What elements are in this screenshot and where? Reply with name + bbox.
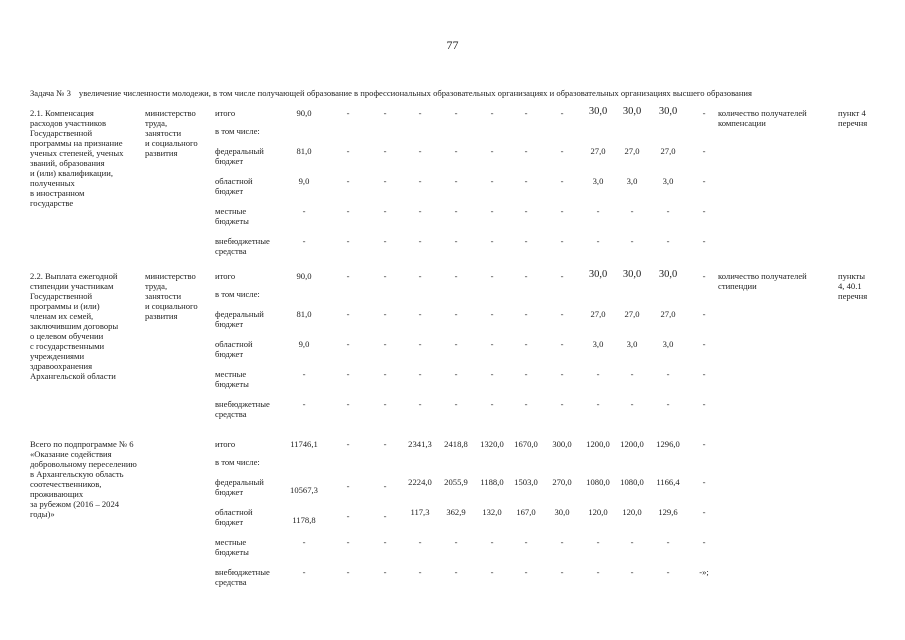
value-cell: - xyxy=(596,236,600,246)
value-cell: - xyxy=(630,567,634,577)
value-cell: - xyxy=(383,567,387,577)
value-cell: - xyxy=(560,537,564,547)
value-cell: - xyxy=(560,108,564,118)
value-cell: - xyxy=(454,146,458,156)
funding-source: в том числе: xyxy=(215,457,260,467)
value-cell: - xyxy=(702,339,706,349)
value-cell: - xyxy=(383,309,387,319)
value-cell: - xyxy=(383,481,387,491)
value-cell: 10567,3 xyxy=(290,485,318,495)
value-cell: - xyxy=(702,399,706,409)
value-cell: 3,0 xyxy=(626,176,638,186)
value-cell: 1670,0 xyxy=(514,439,538,449)
funding-source: федеральный бюджет xyxy=(215,477,264,497)
value-cell: - xyxy=(560,271,564,281)
value-cell: - xyxy=(560,399,564,409)
value-cell: - xyxy=(346,399,350,409)
value-cell: - xyxy=(418,369,422,379)
value-cell: - xyxy=(666,369,670,379)
value-cell: - xyxy=(560,176,564,186)
value-cell: 2055,9 xyxy=(444,477,468,487)
value-cell: 2341,3 xyxy=(408,439,432,449)
value-cell: - xyxy=(454,537,458,547)
value-cell: 1188,0 xyxy=(480,477,504,487)
value-cell: 9,0 xyxy=(298,176,310,186)
value-cell: - xyxy=(490,206,494,216)
value-cell: - xyxy=(524,399,528,409)
value-cell: 1200,0 xyxy=(620,439,644,449)
value-cell: - xyxy=(560,369,564,379)
value-cell: - xyxy=(702,507,706,517)
value-cell: 81,0 xyxy=(296,146,312,156)
reference: пункт 4 перечня xyxy=(838,108,868,128)
value-cell: - xyxy=(302,567,306,577)
value-cell: - xyxy=(383,206,387,216)
value-cell: - xyxy=(346,176,350,186)
value-cell: - xyxy=(596,369,600,379)
value-cell: - xyxy=(596,537,600,547)
value-cell: 1503,0 xyxy=(514,477,538,487)
value-cell: - xyxy=(490,146,494,156)
value-cell: - xyxy=(383,146,387,156)
value-cell: - xyxy=(383,176,387,186)
value-cell: - xyxy=(630,369,634,379)
value-cell: 132,0 xyxy=(482,507,502,517)
value-cell: 270,0 xyxy=(552,477,572,487)
value-cell: - xyxy=(454,567,458,577)
value-cell: - xyxy=(383,511,387,521)
value-cell: 30,0 xyxy=(588,106,608,117)
value-cell: - xyxy=(418,537,422,547)
value-cell: 1080,0 xyxy=(586,477,610,487)
value-cell: - xyxy=(702,477,706,487)
value-cell: - xyxy=(302,399,306,409)
value-cell: 30,0 xyxy=(622,269,642,280)
funding-source: местные бюджеты xyxy=(215,537,249,557)
value-cell: 3,0 xyxy=(592,339,604,349)
value-cell: - xyxy=(490,567,494,577)
task-label: Задача № 3 xyxy=(30,88,71,98)
funding-source: в том числе: xyxy=(215,289,260,299)
value-cell: - xyxy=(454,399,458,409)
value-cell: - xyxy=(454,309,458,319)
value-cell: - xyxy=(666,567,670,577)
value-cell: 3,0 xyxy=(662,339,674,349)
value-cell: 90,0 xyxy=(296,271,312,281)
value-cell: - xyxy=(346,309,350,319)
value-cell: - xyxy=(524,236,528,246)
value-cell: - xyxy=(418,146,422,156)
value-cell: - xyxy=(560,236,564,246)
value-cell: - xyxy=(418,567,422,577)
value-cell: - xyxy=(630,206,634,216)
value-cell: - xyxy=(383,108,387,118)
value-cell: - xyxy=(454,369,458,379)
value-cell: - xyxy=(418,206,422,216)
funding-source: внебюджетные средства xyxy=(215,236,270,256)
value-cell: - xyxy=(346,567,350,577)
value-cell: 27,0 xyxy=(624,309,640,319)
value-cell: - xyxy=(346,511,350,521)
value-cell: - xyxy=(383,271,387,281)
value-cell: - xyxy=(302,537,306,547)
value-cell: - xyxy=(454,108,458,118)
indicator: количество получателей стипендии xyxy=(718,271,807,291)
value-cell: - xyxy=(454,206,458,216)
value-cell: - xyxy=(524,271,528,281)
event-name: Всего по подпрограмме № 6 «Оказание содействия добровольному переселению в Архангельскую область соотечественников, проживающих за рубежом (2016 – 2024 годы)» xyxy=(30,439,137,519)
event-name: 2.1. Компенсация расходов участников Государственной программы на признание ученых степеней, ученых званий, образования и (или) квалификации, полученных в иностранном государстве xyxy=(30,108,124,208)
value-cell: - xyxy=(346,537,350,547)
value-cell: - xyxy=(383,537,387,547)
value-cell: 30,0 xyxy=(658,269,678,280)
executor: министерство труда, занятости и социального развития xyxy=(145,108,198,158)
value-cell: - xyxy=(383,339,387,349)
value-cell: - xyxy=(702,236,706,246)
value-cell: - xyxy=(702,206,706,216)
value-cell: 1178,8 xyxy=(292,515,316,525)
value-cell: 3,0 xyxy=(592,176,604,186)
value-cell: - xyxy=(524,176,528,186)
value-cell: - xyxy=(383,399,387,409)
value-cell: 117,3 xyxy=(410,507,430,517)
value-cell: - xyxy=(346,108,350,118)
value-cell: 27,0 xyxy=(660,309,676,319)
value-cell: 1200,0 xyxy=(586,439,610,449)
value-cell: 120,0 xyxy=(588,507,608,517)
value-cell: - xyxy=(666,206,670,216)
value-cell: - xyxy=(346,271,350,281)
value-cell: 30,0 xyxy=(588,269,608,280)
value-cell: - xyxy=(346,146,350,156)
value-cell: - xyxy=(560,206,564,216)
value-cell: - xyxy=(346,236,350,246)
value-cell: - xyxy=(383,369,387,379)
value-cell: - xyxy=(418,309,422,319)
value-cell: - xyxy=(524,567,528,577)
value-cell: - xyxy=(560,567,564,577)
value-cell: - xyxy=(630,399,634,409)
value-cell: 120,0 xyxy=(622,507,642,517)
funding-source: итого xyxy=(215,108,236,118)
funding-source: федеральный бюджет xyxy=(215,146,264,166)
value-cell: 1166,4 xyxy=(656,477,680,487)
value-cell: 27,0 xyxy=(590,309,606,319)
value-cell: 362,9 xyxy=(446,507,466,517)
indicator: количество получателей компенсации xyxy=(718,108,807,128)
value-cell: 30,0 xyxy=(658,106,678,117)
value-cell: - xyxy=(302,236,306,246)
value-cell: - xyxy=(702,108,706,118)
funding-source: местные бюджеты xyxy=(215,369,249,389)
value-cell: - xyxy=(490,309,494,319)
value-cell: - xyxy=(490,339,494,349)
funding-source: внебюджетные средства xyxy=(215,399,270,419)
value-cell: - xyxy=(418,399,422,409)
value-cell: 167,0 xyxy=(516,507,536,517)
value-cell: - xyxy=(702,146,706,156)
value-cell: - xyxy=(454,339,458,349)
value-cell: - xyxy=(490,399,494,409)
value-cell: 30,0 xyxy=(622,106,642,117)
funding-source: федеральный бюджет xyxy=(215,309,264,329)
value-cell: - xyxy=(346,339,350,349)
value-cell: - xyxy=(702,369,706,379)
value-cell: - xyxy=(630,537,634,547)
value-cell: - xyxy=(666,399,670,409)
funding-source: итого xyxy=(215,439,236,449)
event-name: 2.2. Выплата ежегодной стипендии участникам Государственной программы и (или) членам их семей, заключившим договоры о целевом обучении с государственными учреждениями здравоохранения Архангельской области xyxy=(30,271,119,381)
value-cell: - xyxy=(418,236,422,246)
value-cell: - xyxy=(702,537,706,547)
value-cell: 1320,0 xyxy=(480,439,504,449)
value-cell: - xyxy=(560,146,564,156)
funding-source: в том числе: xyxy=(215,126,260,136)
value-cell: - xyxy=(454,271,458,281)
value-cell: 81,0 xyxy=(296,309,312,319)
value-cell: - xyxy=(524,146,528,156)
value-cell: - xyxy=(346,369,350,379)
value-cell: - xyxy=(666,236,670,246)
value-cell: 2224,0 xyxy=(408,477,432,487)
funding-source: областной бюджет xyxy=(215,507,253,527)
value-cell: - xyxy=(383,439,387,449)
value-cell: 300,0 xyxy=(552,439,572,449)
value-cell: - xyxy=(702,439,706,449)
value-cell: 3,0 xyxy=(626,339,638,349)
value-cell: 3,0 xyxy=(662,176,674,186)
value-cell: - xyxy=(702,176,706,186)
value-cell: - xyxy=(524,108,528,118)
value-cell: - xyxy=(346,481,350,491)
task-text: увеличение численности молодежи, в том числе получающей образование в профессиональных образовательных организациях и образовательных организациях высшего образования xyxy=(78,88,752,98)
value-cell: - xyxy=(490,537,494,547)
value-cell: - xyxy=(524,339,528,349)
value-cell: 27,0 xyxy=(660,146,676,156)
task-header xyxy=(30,88,752,98)
value-cell: - xyxy=(346,206,350,216)
value-cell: - xyxy=(418,339,422,349)
value-cell: -»; xyxy=(699,567,709,577)
value-cell: - xyxy=(524,537,528,547)
funding-source: итого xyxy=(215,271,236,281)
value-cell: - xyxy=(454,236,458,246)
value-cell: 1080,0 xyxy=(620,477,644,487)
value-cell: - xyxy=(596,567,600,577)
value-cell: - xyxy=(418,176,422,186)
executor: министерство труда, занятости и социального развития xyxy=(145,271,198,321)
funding-source: областной бюджет xyxy=(215,339,253,359)
value-cell: - xyxy=(490,176,494,186)
value-cell: 129,6 xyxy=(658,507,678,517)
value-cell: 11746,1 xyxy=(290,439,318,449)
value-cell: 27,0 xyxy=(590,146,606,156)
funding-source: внебюджетные средства xyxy=(215,567,270,587)
value-cell: 9,0 xyxy=(298,339,310,349)
value-cell: - xyxy=(490,108,494,118)
value-cell: - xyxy=(560,339,564,349)
value-cell: - xyxy=(666,537,670,547)
funding-source: областной бюджет xyxy=(215,176,253,196)
value-cell: 1296,0 xyxy=(656,439,680,449)
value-cell: - xyxy=(346,439,350,449)
value-cell: - xyxy=(454,176,458,186)
value-cell: 27,0 xyxy=(624,146,640,156)
value-cell: - xyxy=(630,236,634,246)
value-cell: - xyxy=(302,206,306,216)
value-cell: - xyxy=(418,271,422,281)
reference: пункты 4, 40.1 перечня xyxy=(838,271,868,301)
value-cell: - xyxy=(418,108,422,118)
value-cell: - xyxy=(383,236,387,246)
value-cell: - xyxy=(560,309,564,319)
value-cell: - xyxy=(490,369,494,379)
value-cell: 2418,8 xyxy=(444,439,468,449)
value-cell: 30,0 xyxy=(554,507,570,517)
page-number: 77 xyxy=(446,38,459,52)
value-cell: - xyxy=(490,236,494,246)
value-cell: - xyxy=(702,309,706,319)
value-cell: - xyxy=(702,271,706,281)
value-cell: - xyxy=(490,271,494,281)
value-cell: - xyxy=(524,309,528,319)
value-cell: - xyxy=(302,369,306,379)
value-cell: - xyxy=(524,206,528,216)
value-cell: - xyxy=(524,369,528,379)
funding-source: местные бюджеты xyxy=(215,206,249,226)
value-cell: 90,0 xyxy=(296,108,312,118)
value-cell: - xyxy=(596,399,600,409)
value-cell: - xyxy=(596,206,600,216)
